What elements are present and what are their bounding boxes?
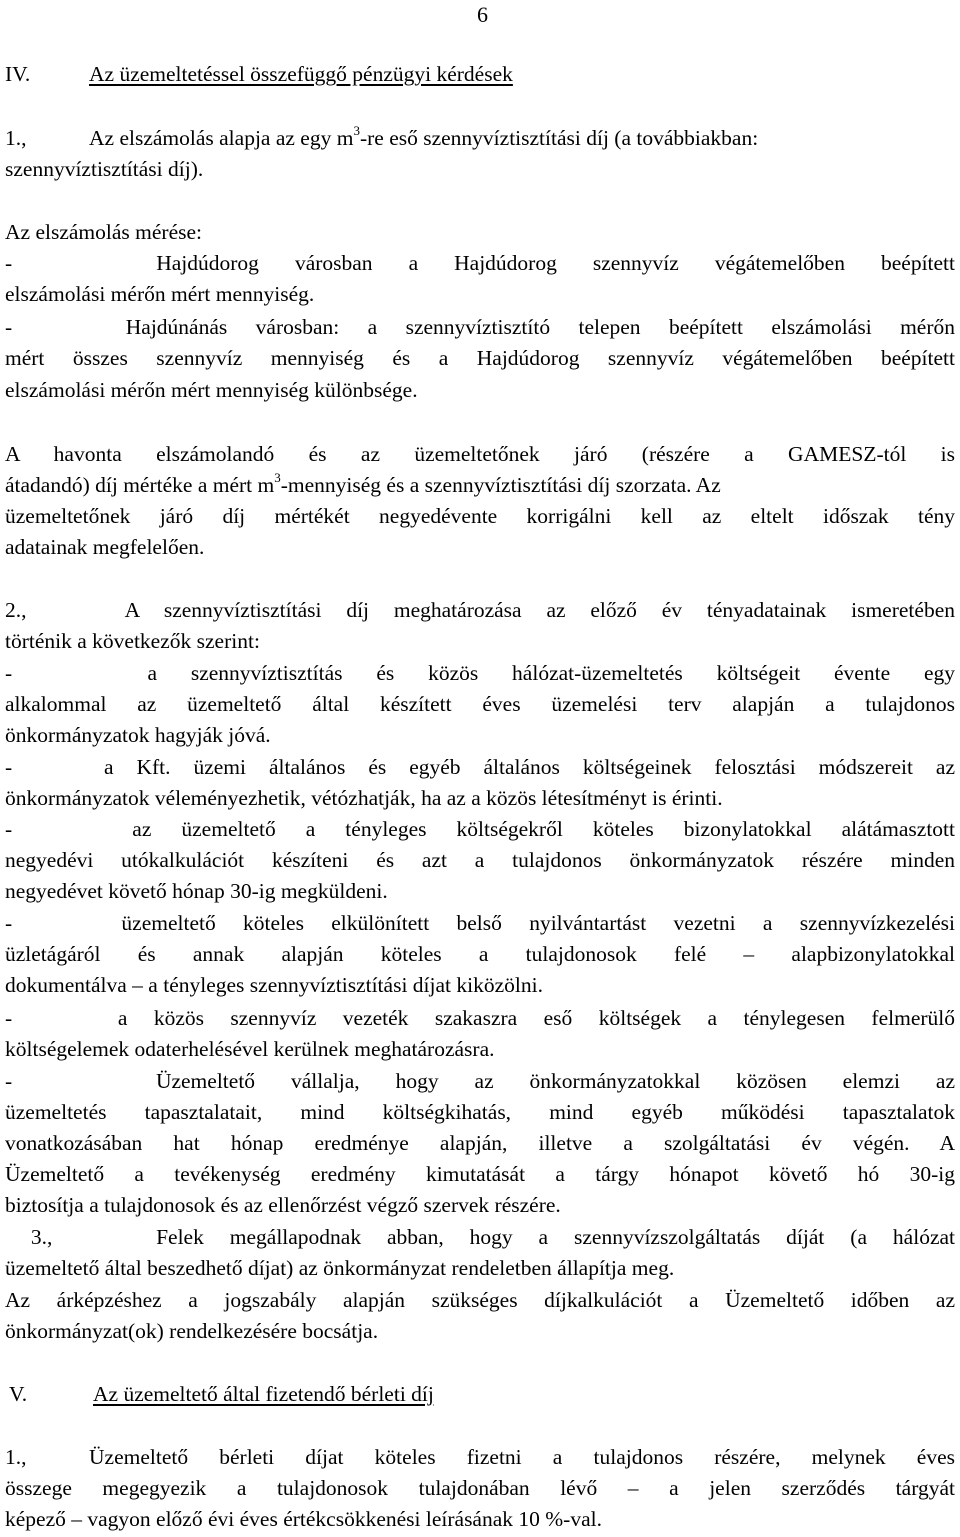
monthly-superscript: 3 [274,469,281,485]
p2-f-line-3: vonatkozásában hat hónap eredménye alapján, illetve a szolgáltatási év végén. A [5,1131,955,1155]
p2-c-line-3: negyedévet követő hónap 30-ig megküldeni. [5,879,388,903]
p3-line-1: 3., Felek megállapodnak abban, hogy a szennyvízszolgáltatás díját (a hálózat [5,1225,956,1249]
p2-line-1: 2., A szennyvíztisztítási díj meghatározása az előző év tényadatainak ismeretében [5,598,955,622]
p2-d-line-1: - üzemeltető köteles elkülönített belső nyilvántartást vezetni a szennyvízkezelési [5,911,955,935]
p2-e-line-2: költségelemek odaterhelésével kerülnek meghatározásra. [5,1037,495,1061]
p2-b-line-2: önkormányzatok véleményezhetik, vétózhatják, ha az a közös létesítményt is érinti. [5,786,723,810]
measure-b1-line-1: - Hajdúdorog városban a Hajdúdorog szennyvíz végátemelőben beépített [5,251,955,275]
p1-text-a: Az elszámolás alapja az egy m [89,126,354,150]
p2-d-line-3: dokumentálva – a tényleges szennyvíztisztítási díjat kiközölni. [5,973,543,997]
p2-b-line-1: - a Kft. üzemi általános és egyéb általános költségeinek felosztási módszereit az [5,755,955,779]
p3-line-4: önkormányzat(ok) rendelkezésére bocsátja. [5,1319,379,1343]
measure-heading: Az elszámolás mérése: [5,220,202,244]
p5-line-3: képező – vagyon előző évi éves értékcsökkenési leírásának 10 %-val. [5,1507,602,1531]
p2-d-line-2: üzletágáról és annak alapján köteles a tulajdonosok felé – alapbizonylatokkal [5,942,955,966]
measure-b1-line-2: elszámolási mérőn mért mennyiség. [5,282,315,306]
p2-f-line-1: - Üzemeltető vállalja, hogy az önkormányzatokkal közösen elemzi az [5,1069,955,1093]
p5-number: 1., [5,1445,27,1469]
document-page [5,0,955,1537]
p1-text-b: -re eső szennyvíztisztítási díj (a továbbiakban: [359,126,759,150]
p2-f-line-2: üzemeltetés tapasztalatait, mind költségkihatás, mind egyéb működési tapasztalatok [5,1100,955,1124]
p2-f-line-5: biztosítja a tulajdonosok és az ellenőrzést végző szervek részére. [5,1193,561,1217]
page-number: 6 [477,2,488,27]
p5-line-2: összege megegyezik a tulajdonosok tulajdonában lévő – a jelen szerződés tárgyát [5,1476,955,1500]
p2-c-line-1: - az üzemeltető a tényleges költségekről köteles bizonylatokkal alátámasztott [5,817,955,841]
p1-line-2: szennyvíztisztítási díj). [5,157,204,181]
p2-a-line-2: alkalommal az üzemeltető által készített éves üzemelési terv alapján a tulajdonos [5,692,955,716]
p2-f-line-4: Üzemeltető a tevékenység eredmény kimutatását a tárgy hónapot követő hó 30-ig [5,1162,955,1186]
measure-b2-line-3: elszámolási mérőn mért mennyiség különbsége. [5,378,418,402]
p5-text-1: Üzemeltető bérleti díjat köteles fizetni a tulajdonos részére, melynek éves [89,1445,955,1469]
measure-b2-line-2: mért összes szennyvíz mennyiség és a Hajdúdorog szennyvíz végátemelőben beépített [5,346,955,370]
p3-line-3: Az árképzéshez a jogszabály alapján szükséges díjkalkulációt a Üzemeltető időben az [5,1288,955,1312]
monthly-line-4: adatainak megfelelően. [5,535,205,559]
monthly-line-3: üzemeltetőnek járó díj mértékét negyedévente korrigálni kell az eltelt időszak tény [5,504,955,528]
monthly-line-2 [5,469,955,498]
p3-line-2: üzemeltető által beszedhető díjat) az önkormányzat rendeletben állapítja meg. [5,1256,675,1280]
p1-number: 1., [5,126,27,150]
p1-superscript: 3 [353,122,360,138]
p2-e-line-1: - a közös szennyvíz vezeték szakaszra eső költségek a ténylegesen felmerülő [5,1006,955,1030]
p2-a-line-1: - a szennyvíztisztítás és közös hálózat-üzemeltetés költségeit évente egy [5,661,955,685]
section-v-number: V. [9,1382,28,1406]
p2-a-line-3: önkormányzatok hagyják jóvá. [5,723,271,747]
monthly-line-1: A havonta elszámolandó és az üzemeltetőnek járó (részére a GAMESZ-tól is [5,442,955,466]
monthly-text-a: átadandó) díj mértéke a mért $m^3$-mennyiség és a szennyvíztisztítási díj szorzata. Az [5,469,721,497]
section-iv-title: Az üzemeltetéssel összefüggő pénzügyi kérdések [89,62,513,86]
section-v-title: Az üzemeltető által fizetendő bérleti díj [93,1382,434,1406]
p2-line-2: történik a következők szerint: [5,629,260,653]
p2-c-line-2: negyedévi utókalkulációt készíteni és azt a tulajdonos önkormányzatok részére minden [5,848,955,872]
measure-b2-line-1: - Hajdúnánás városban: a szennyvíztisztító telepen beépített elszámolási mérőn [5,315,955,339]
section-iv-number: IV. [5,62,31,86]
